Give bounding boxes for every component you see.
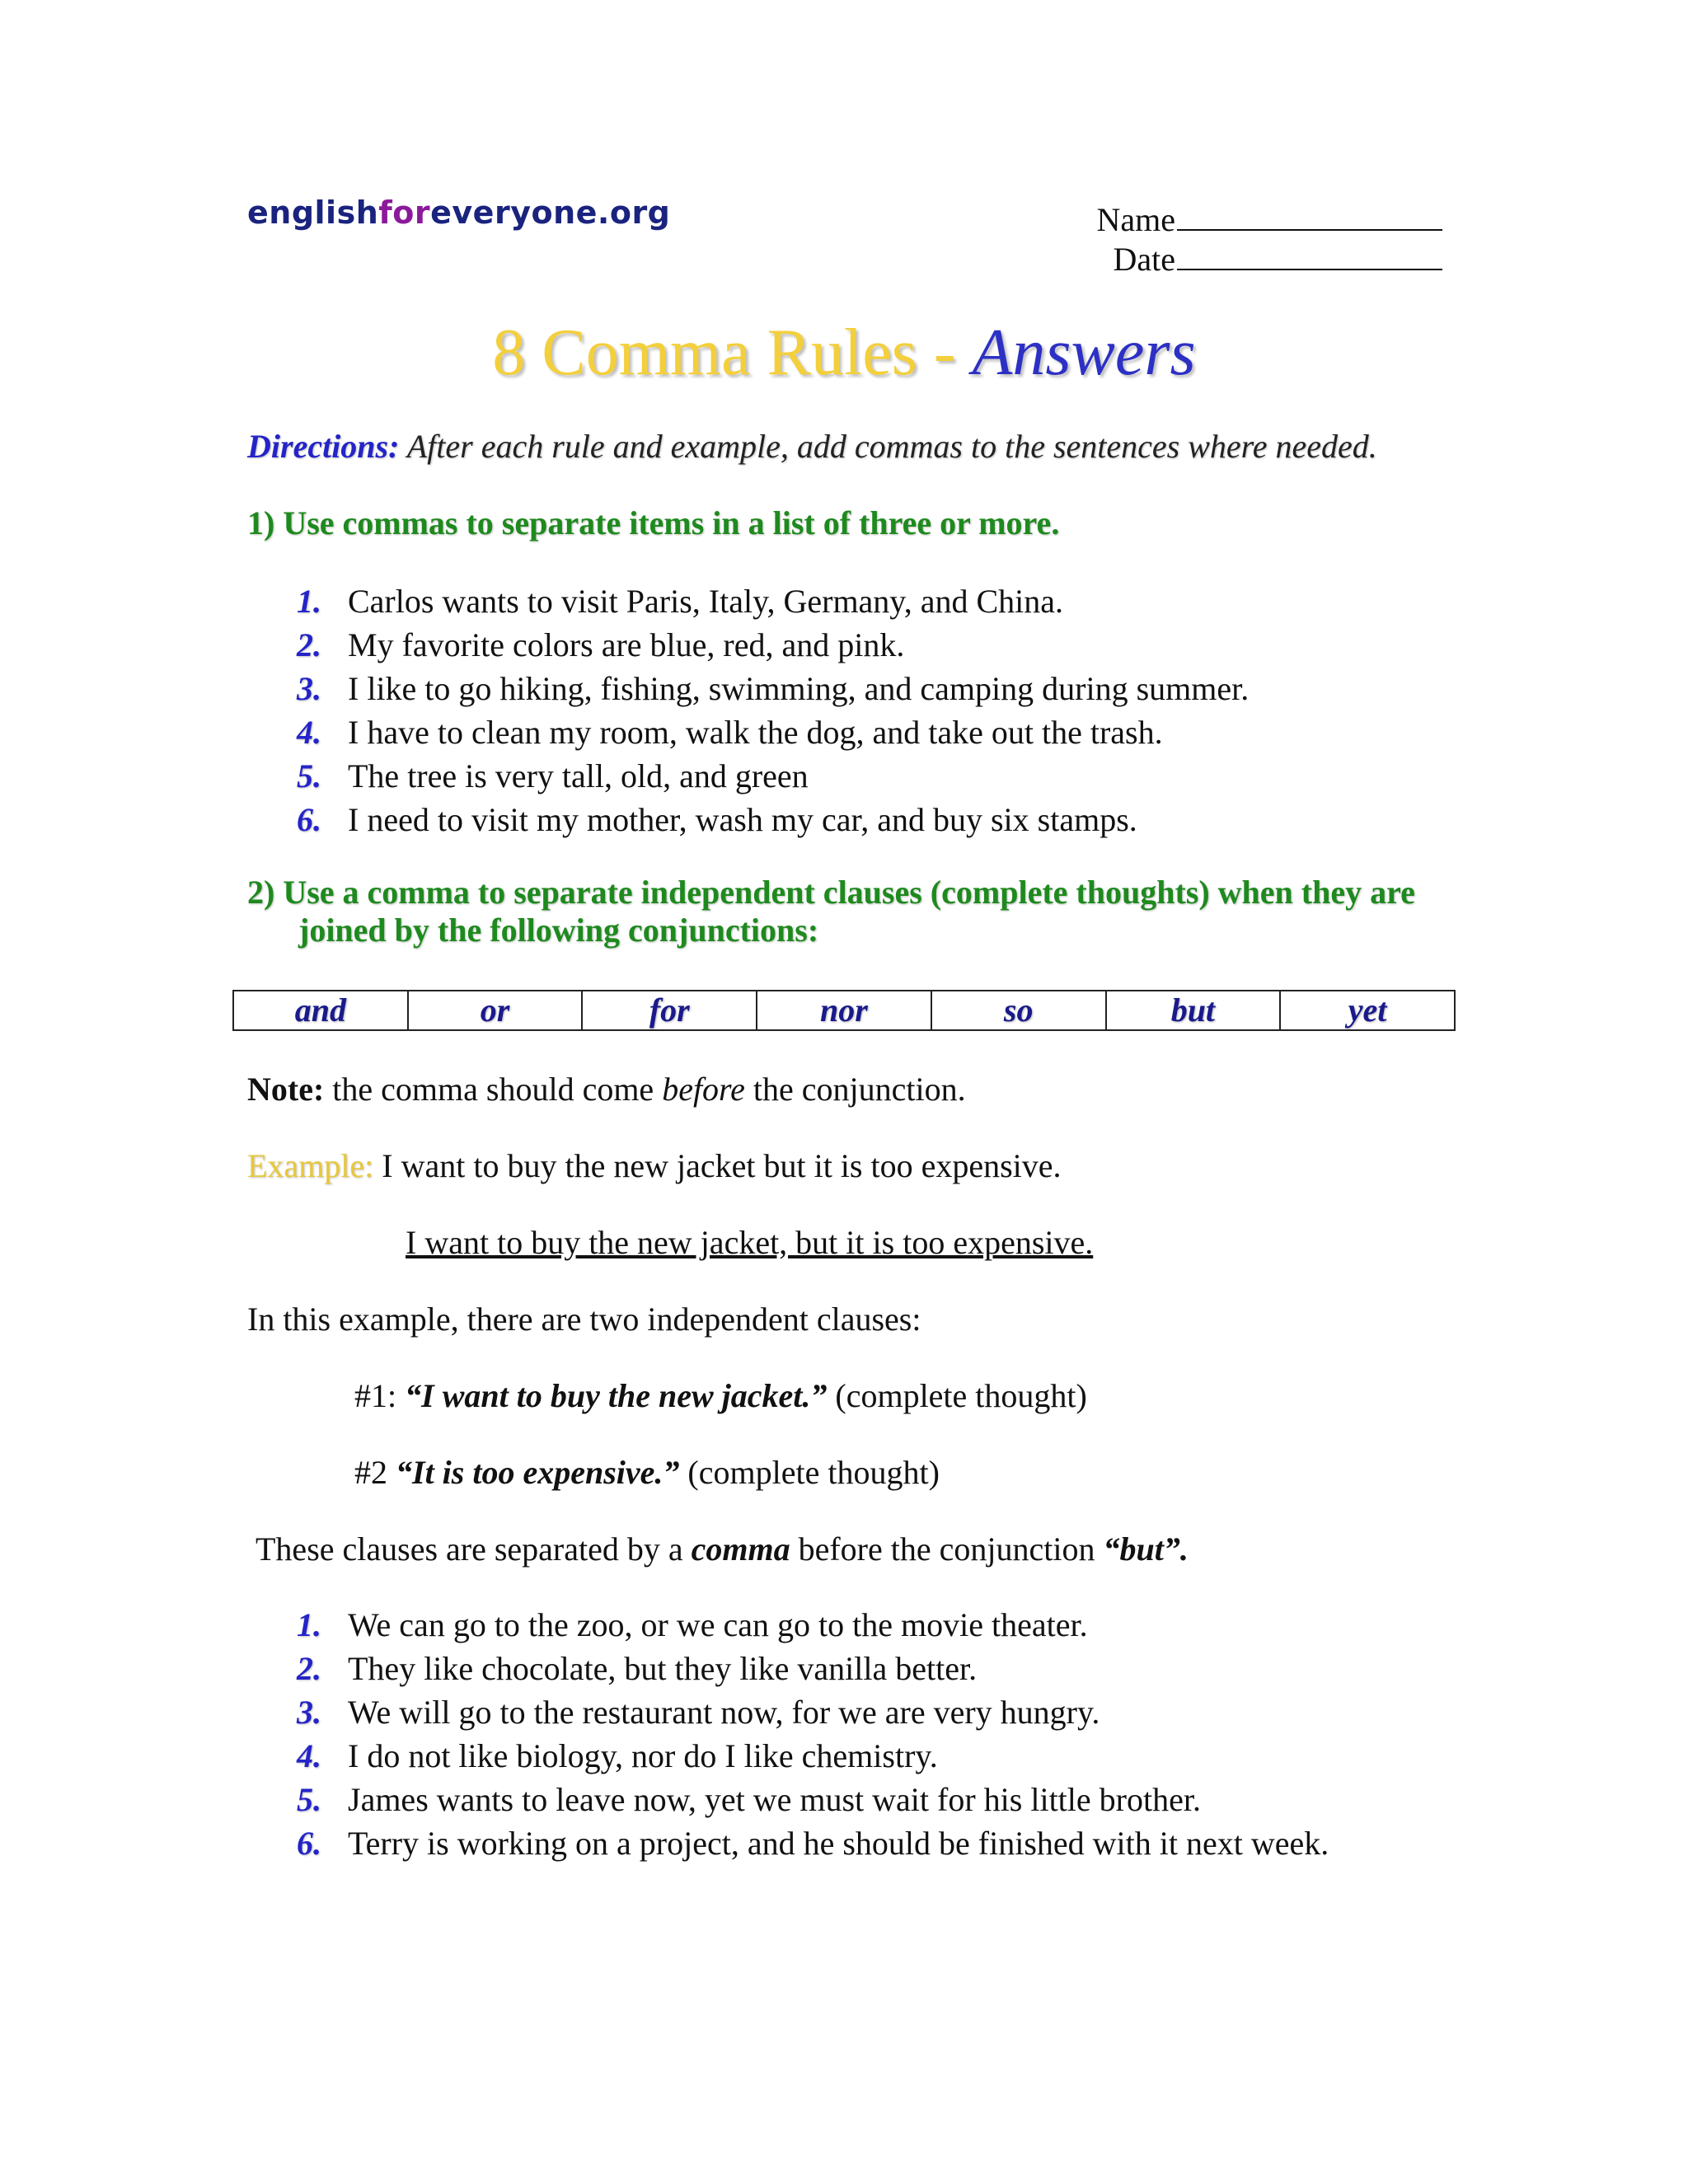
note: Note: the comma should come before the conjunction. (247, 1071, 966, 1108)
directions: Directions: After each rule and example, add commas to the sentences where needed. (247, 428, 1377, 465)
conjunction-cell: so (931, 991, 1106, 1030)
list-item: 1. We can go to the zoo, or we can go to the movie theater. (297, 1606, 1088, 1643)
clause-2: #2 “It is too expensive.” (complete thought) (354, 1454, 940, 1491)
site-logo: englishforeveryone.org (247, 194, 671, 231)
example: Example: I want to buy the new jacket but it is too expensive. (247, 1147, 1062, 1184)
rule-2-list (297, 1603, 1329, 1865)
page-title: 8 Comma Rules - Answers (492, 316, 1196, 389)
conjunction-cell: nor (757, 991, 931, 1030)
rule-1-list (297, 579, 1249, 841)
list-item: 2. My favorite colors are blue, red, and pink. (297, 626, 905, 663)
summary: These clauses are separated by a comma before the conjunction “but”. (256, 1530, 1189, 1568)
date-field: Date (1088, 237, 1442, 277)
list-item: 2. They like chocolate, but they like vanilla better. (297, 1650, 978, 1687)
explanation: In this example, there are two independent clauses: (247, 1301, 921, 1338)
list-item: 6. Terry is working on a project, and he should be finished with it next week. (297, 1825, 1329, 1862)
conjunction-cell: or (408, 991, 583, 1030)
example-corrected: I want to buy the new jacket, but it is too expensive. (406, 1224, 1094, 1261)
list-item: 3. We will go to the restaurant now, for we are very hungry. (297, 1694, 1100, 1731)
conjunction-cell: yet (1280, 991, 1455, 1030)
rule-2-heading: 2) Use a comma to separate independent clauses (complete thoughts) when they are joined by the following conjunctions: (247, 874, 1415, 949)
list-item: 4. I do not like biology, nor do I like chemistry. (297, 1737, 938, 1774)
name-date-fields (1088, 198, 1442, 277)
list-item: 3. I like to go hiking, fishing, swimming, and camping during summer. (297, 670, 1250, 707)
list-item: 5. The tree is very tall, old, and green (297, 757, 809, 794)
conjunction-cell: and (233, 991, 408, 1030)
list-item: 5. James wants to leave now, yet we must wait for his little brother. (297, 1781, 1201, 1818)
conjunction-cell: but (1106, 991, 1281, 1030)
list-item: 4. I have to clean my room, walk the dog, and take out the trash. (297, 714, 1163, 751)
name-blank-line (1177, 198, 1442, 231)
name-field: Name (1088, 198, 1442, 237)
list-item: 1. Carlos wants to visit Paris, Italy, Germany, and China. (297, 583, 1064, 620)
conjunction-cell: for (582, 991, 757, 1030)
list-item: 6. I need to visit my mother, wash my car, and buy six stamps. (297, 801, 1137, 838)
date-blank-line (1177, 237, 1442, 270)
conjunctions-table (232, 990, 1456, 1031)
rule-1-heading: 1) Use commas to separate items in a list of three or more. (247, 504, 1060, 541)
clause-1: #1: “I want to buy the new jacket.” (complete thought) (354, 1377, 1087, 1414)
